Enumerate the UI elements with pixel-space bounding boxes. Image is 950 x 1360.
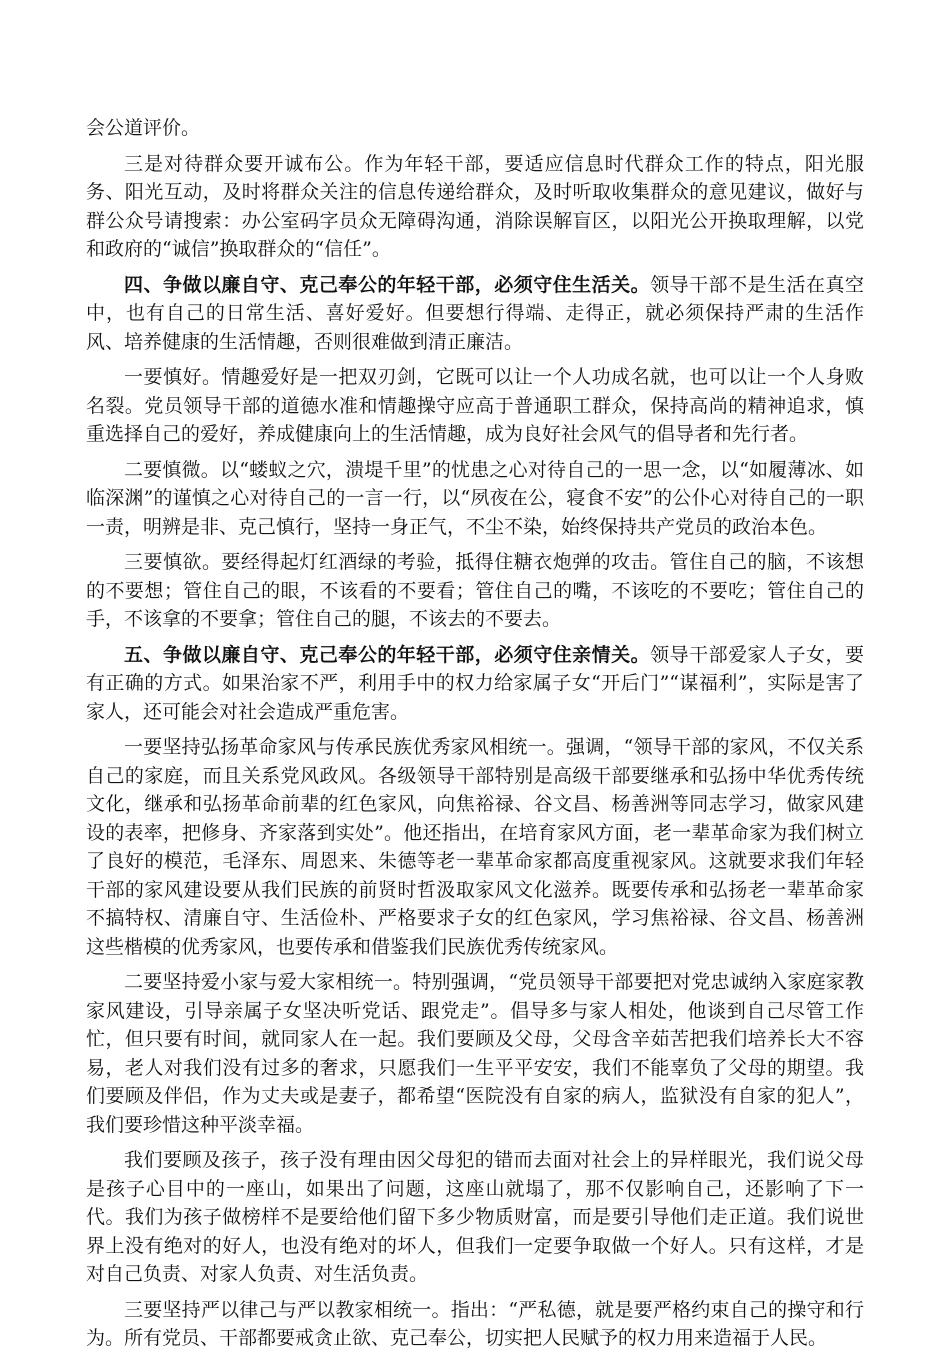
paragraph-text: 会公道评价。 [86, 117, 201, 139]
paragraph-text: 二要坚持爱小家与爱大家相统一。特别强调，“党员领导干部要把对党忠诚纳入家庭家教家风建设，引导亲属子女坚决听党话、跟党走”。倡导多与家人相处，他谈到自己尽管工作忙，但只要有时间，就同家人在一起。我们要顾及父母，父母含辛茹苦把我们培养长大不容易，老人对我们没有过多的奢求，只愿我们一生平平安安，我们不能辜负了父母的期望。我们要顾及伴侣，作为丈夫或是妻子，都希望“医院没有自家的病人，监狱没有自家的犯人”，我们要珍惜这种平淡幸福。 [86, 971, 864, 1136]
paragraph-1 [86, 114, 864, 143]
paragraph-9 [86, 968, 864, 1139]
paragraph-text: 三是对待群众要开诚布公。作为年轻干部，要适应信息时代群众工作的特点，阳光服务、阳光互动，及时将群众关注的信息传递给群众，及时听取收集群众的意见建议，做好与群公众号请搜索：办公室码字员众无障碍沟通，消除误解盲区，以阳光公开换取理解，以党和政府的“诚信”换取群众的“信任”。 [86, 152, 864, 260]
paragraph-text: 一要慎好。情趣爱好是一把双刃剑，它既可以让一个人功成名就，也可以让一个人身败名裂。党员领导干部的道德水准和情趣操守应高于普通职工群众，保持高尚的精神追求，慎重选择自己的爱好，养成健康向上的生活情趣，成为良好社会风气的倡导者和先行者。 [86, 366, 864, 445]
paragraph-2 [86, 150, 864, 264]
paragraph-text: 二要慎微。以“蝼蚁之穴，溃堤千里”的忧患之心对待自己的一思一念，以“如履薄冰、如临深渊”的谨慎之心对待自己的一言一行，以“夙夜在公，寝食不安”的公仆心对待自己的一职一责，明辨是非、克己慎行，坚持一身正气，不尘不染，始终保持共产党员的政治本色。 [86, 458, 864, 538]
paragraph-4 [86, 363, 864, 449]
paragraph-6 [86, 548, 864, 634]
paragraph-5 [86, 456, 864, 542]
paragraph-3 [86, 271, 864, 357]
paragraph-8 [86, 733, 864, 961]
paragraph-text: 三要坚持严以律己与严以教家相统一。指出：“严私德，就是要严格约束自己的操守和行为。所有党员、干部都要戒贪止欲、克己奉公，切实把人民赋予的权力用来造福于人民。 [86, 1298, 864, 1349]
section-heading-five: 五、争做以廉自守、克己奉公的年轻干部，必须守住亲情关。 [124, 643, 651, 666]
paragraph-text: 我们要顾及孩子，孩子没有理由因父母犯的错而去面对社会上的异样眼光，我们说父母是孩子心目中的一座山，如果出了问题，这座山就塌了，那不仅影响自己，还影响了下一代。我们为孩子做榜样不是要给他们留下多少物质财富，而是要引导他们走正道。我们说世界上没有绝对的好人，也没有绝对的坏人，但我们一定要争取做一个好人。只有这样，才是对自己负责、对家人负责、对生活负责。 [86, 1149, 864, 1285]
paragraph-text: 三要慎欲。要经得起灯红酒绿的考验，抵得住糖衣炮弹的攻击。管住自己的脑，不该想的不要想；管住自己的眼，不该看的不要看；管住自己的嘴，不该吃的不要吃；管住自己的手，不该拿的不要拿；管住自己的腿，不该去的不要去。 [86, 551, 864, 630]
document-page [86, 114, 864, 1360]
paragraph-text: 领导干部爱家人子女，要有正确的方式。如果治家不严，利用手中的权力给家属子女“开后门”“谋福利”，实际是害了家人，还可能会对社会造成严重危害。 [86, 643, 864, 723]
paragraph-10 [86, 1146, 864, 1289]
section-heading-four: 四、争做以廉自守、克己奉公的年轻干部，必须守住生活关。 [124, 273, 651, 296]
paragraph-text: 领导干部不是生活在真空中，也有自己的日常生活、喜好爱好。但要想行得端、走得正，就必须保持严肃的生活作风、培养健康的生活情趣，否则很难做到清正廉洁。 [86, 273, 864, 353]
paragraph-7 [86, 641, 864, 727]
paragraph-text: 一要坚持弘扬革命家风与传承民族优秀家风相统一。强调，“领导干部的家风，不仅关系自己的家庭，而且关系党风政风。各级领导干部特别是高级干部要继承和弘扬中华优秀传统文化，继承和弘扬革命前辈的红色家风，向焦裕禄、谷文昌、杨善洲等同志学习，做家风建设的表率，把修身、齐家落到实处”。他还指出，在培育家风方面，老一辈革命家为我们树立了良好的模范，毛泽东、周恩来、朱德等老一辈革命家都高度重视家风。这就要求我们年轻干部的家风建设要从我们民族的前贤时哲汲取家风文化滋养。既要传承和弘扬老一辈革命家不搞特权、清廉自守、生活俭朴、严格要求子女的红色家风，学习焦裕禄、谷文昌、杨善洲这些楷模的优秀家风，也要传承和借鉴我们民族优秀传统家风。 [86, 736, 864, 958]
